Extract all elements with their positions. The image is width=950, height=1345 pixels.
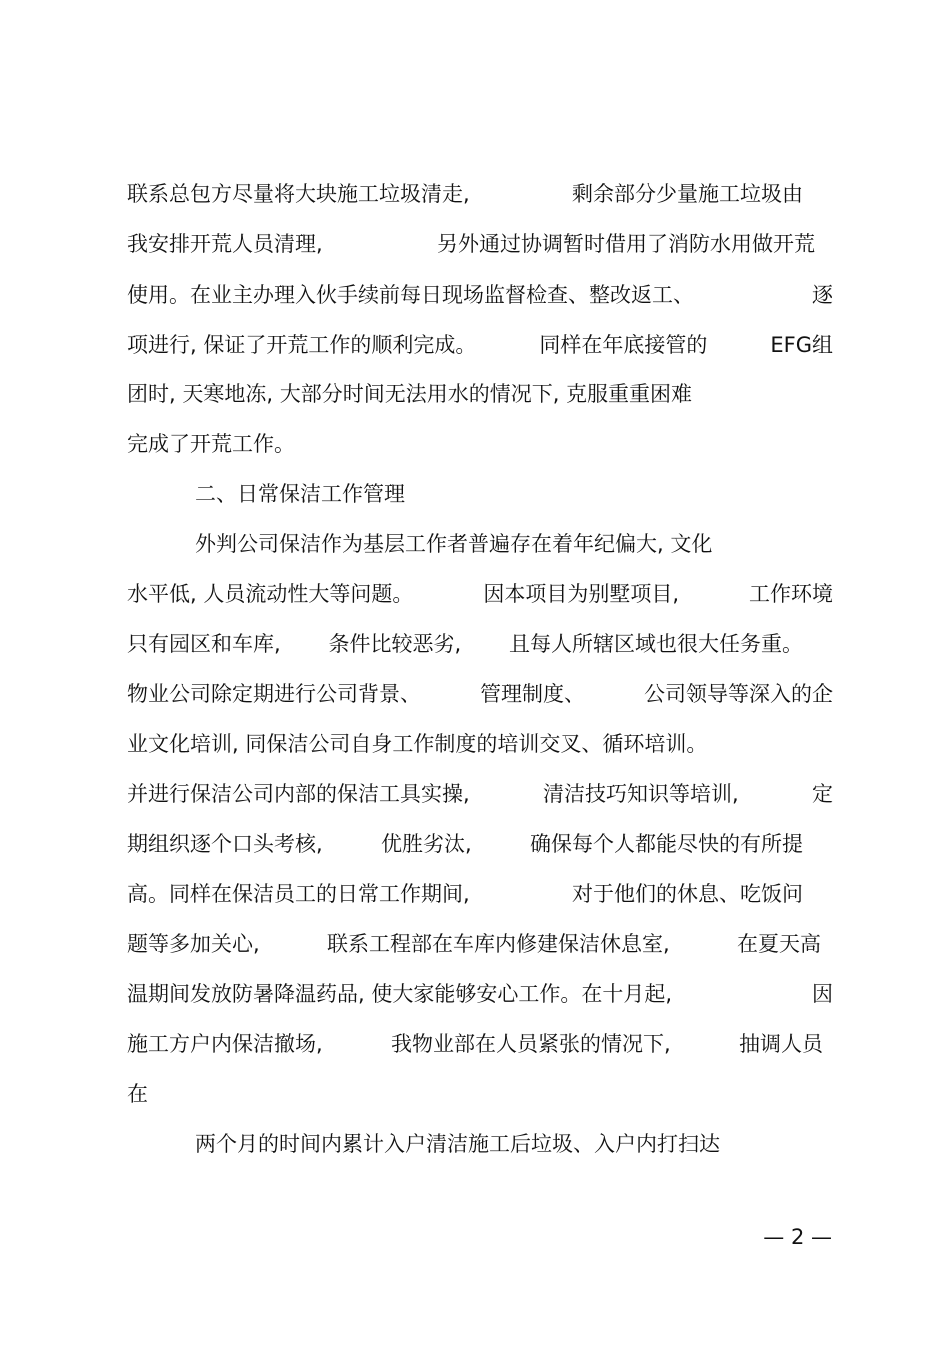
text-segment: 另外通过协调暂时借用了消防水用做开荒 xyxy=(437,232,815,256)
text-segment: 联系总包方尽量将大块施工垃圾清走, xyxy=(127,182,470,206)
text-segment: 联系工程部在车库内修建保洁休息室, xyxy=(327,932,670,956)
text-segment: EFG组 xyxy=(770,333,833,357)
text-segment: 项进行, 保证了开荒工作的顺利完成。 xyxy=(127,333,477,357)
text-segment: 温期间发放防暑降温药品, 使大家能够安心工作。在十月起, xyxy=(127,982,673,1006)
text-line-10 xyxy=(127,626,833,662)
text-segment: 对于他们的休息、吃饭问 xyxy=(572,882,803,906)
text-segment: 外判公司保洁作为基层工作者普遍存在着年纪偏大, 文化 xyxy=(195,532,713,556)
text-line-6 xyxy=(127,426,833,462)
page-number: — 2 — xyxy=(763,1225,832,1249)
text-line-1 xyxy=(127,176,833,212)
text-segment: 剩余部分少量施工垃圾由 xyxy=(572,182,803,206)
text-line-19 xyxy=(127,1076,833,1112)
text-segment: 团时, 天寒地冻, 大部分时间无法用水的情况下, 克服重重困难 xyxy=(127,382,693,406)
text-segment: 使用。在业主办理入伙手续前每日现场监督检查、整改返工、 xyxy=(127,283,694,307)
text-line-3 xyxy=(127,277,833,313)
section-heading xyxy=(195,476,833,512)
text-segment: 逐 xyxy=(812,283,833,307)
text-segment: 业文化培训, 同保洁公司自身工作制度的培训交叉、循环培训。 xyxy=(127,732,708,756)
text-segment: 期组织逐个口头考核, xyxy=(127,832,323,856)
text-line-13 xyxy=(127,776,833,812)
text-line-20 xyxy=(195,1126,833,1162)
text-segment: 只有园区和车库, xyxy=(127,632,281,656)
text-line-11 xyxy=(127,676,833,712)
text-line-9 xyxy=(127,576,833,612)
text-line-17 xyxy=(127,976,833,1012)
text-segment: 抽调人员 xyxy=(739,1032,823,1056)
text-segment: 我物业部在人员紧张的情况下, xyxy=(391,1032,671,1056)
text-segment: 高。同样在保洁员工的日常工作期间, xyxy=(127,882,470,906)
text-segment: 且每人所辖区域也很大任务重。 xyxy=(509,632,803,656)
text-segment: 同样在年底接管的 xyxy=(539,333,708,357)
text-line-2 xyxy=(127,226,833,262)
text-line-18 xyxy=(127,1026,833,1062)
heading-text: 二、日常保洁工作管理 xyxy=(195,482,405,506)
text-segment: 在 xyxy=(127,1082,148,1106)
text-segment: 题等多加关心, xyxy=(127,932,260,956)
text-segment: 两个月的时间内累计入户清洁施工后垃圾、入户内打扫达 xyxy=(195,1132,720,1156)
text-line-15 xyxy=(127,876,833,912)
text-segment: 公司领导等深入的企 xyxy=(644,682,833,706)
text-line-8 xyxy=(195,526,833,562)
text-line-5 xyxy=(127,376,833,412)
text-segment: 并进行保洁公司内部的保洁工具实操, xyxy=(127,782,470,806)
text-segment: 完成了开荒工作。 xyxy=(127,432,295,456)
text-segment: 定 xyxy=(812,782,833,806)
text-segment: 物业公司除定期进行公司背景、 xyxy=(127,682,421,706)
text-segment: 优胜劣汰, xyxy=(381,832,472,856)
text-segment: 水平低, 人员流动性大等问题。 xyxy=(127,582,414,606)
text-segment: 确保每个人都能尽快的有所提 xyxy=(530,832,803,856)
text-line-14 xyxy=(127,826,833,862)
text-line-16 xyxy=(127,926,833,962)
text-segment: 因本项目为别墅项目, xyxy=(483,582,680,606)
text-segment: 条件比较恶劣, xyxy=(328,632,462,656)
text-segment: 在夏天高 xyxy=(737,932,821,956)
text-segment: 施工方户内保洁撤场, xyxy=(127,1032,323,1056)
text-line-4 xyxy=(127,327,833,363)
text-line-12 xyxy=(127,726,833,762)
text-segment: 我安排开荒人员清理, xyxy=(127,232,323,256)
text-segment: 因 xyxy=(812,982,833,1006)
text-segment: 工作环境 xyxy=(748,582,833,606)
text-segment: 清洁技巧知识等培训, xyxy=(543,782,739,806)
text-segment: 管理制度、 xyxy=(480,682,585,706)
